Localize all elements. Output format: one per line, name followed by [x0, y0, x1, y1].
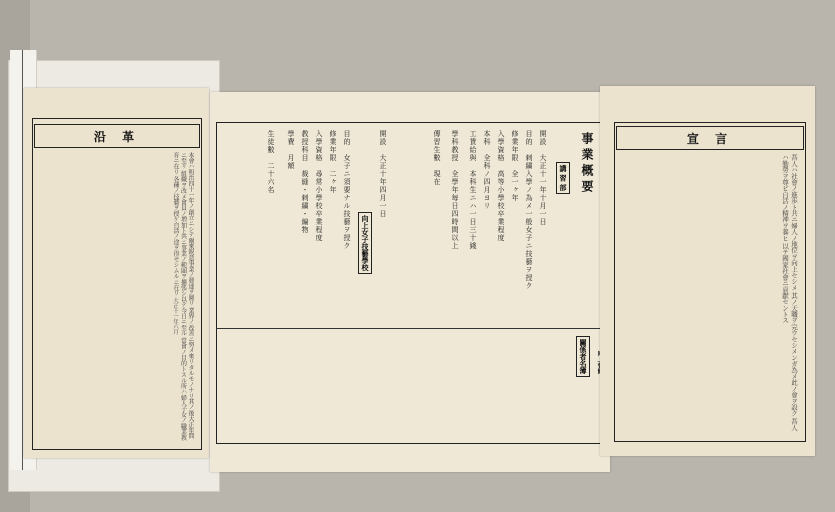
right-title-box [616, 126, 804, 150]
info-row: 生徒數 二十六名 [267, 130, 275, 194]
left-body-line: 組織ヲ改メ會員ノ増加ト共ニ事業ノ範圍ヲ擴張シ以テ今日ニ至ル [179, 170, 187, 337]
section-label: 講 習 部 [556, 162, 570, 194]
middle-page-title: 事業概要 [580, 132, 594, 196]
info-row: 學費 月額 [287, 130, 295, 170]
right-body-line: 以テ國家社會ニ貢獻セントス [781, 242, 789, 324]
members-heading: 關係者名簿 [576, 336, 590, 377]
info-row: 傳習生數 現在 [433, 130, 441, 186]
sub-section-label: 向上女子技藝學校 [358, 212, 372, 274]
left-body-line: 業界ノ改善ニ努メ來リタルモノナリ其ノ後大正年間ニ至リ [179, 152, 194, 439]
right-page [600, 86, 815, 456]
info-row: 開設 大正十一年十月一日 [539, 130, 547, 226]
left-page [24, 88, 209, 458]
info-row: 本科 全科ノ四月ヨリ [483, 130, 491, 210]
info-row: 學科教授 全學年毎日四時間以上 [451, 130, 459, 250]
members-list [220, 334, 560, 434]
info-row: 修業年限 全一ヶ年 [511, 130, 519, 202]
info-row: 教授科目 裁縫・刺繍・編物 [301, 130, 309, 234]
divider-line [216, 328, 602, 329]
info-row: 工賃給與 本科生ニハ一日三十錢 [469, 130, 477, 250]
info-row: 開設 大正十年四月一日 [379, 130, 387, 218]
info-row: 目的 刺繍入學ノ為メ一般女子ニ技藝ヲ授ク [525, 130, 533, 290]
left-title-box [34, 124, 200, 148]
middle-page [210, 92, 610, 472]
right-body-line: 吾人ハ社會ノ進歩ト共ニ婦人ノ地位ヲ向上セシメ [790, 154, 798, 291]
left-footnote: 大正十一年六月 [172, 297, 178, 335]
right-page-title: 宣 言 [686, 131, 734, 146]
left-body-line: 本會ハ明治四十一年ノ創立ニシテ爾來鋭意事業ノ發達ヲ圖リ [187, 152, 194, 306]
left-page-title: 沿 革 [93, 129, 141, 144]
left-body-line: 各種ノ技藝ヲ授ケ自活ノ途ヲ得セシムルニ在リ [172, 176, 179, 297]
info-row: 目的 女子ニ須要ナル技藝ヲ授ク [343, 130, 351, 250]
left-body-text [38, 152, 194, 442]
right-body-line: 吾人ハ勤勞ヲ尊ビ自活ノ精神ヲ養ヒ [781, 154, 798, 431]
right-body-line: 其ノ天職ヲ完ウセシメンガ為メ此ノ會ヲ設ク [790, 292, 798, 417]
right-body-text [620, 154, 798, 434]
info-row: 入學資格 高等小學校卒業程度 [497, 130, 505, 242]
left-body-line: 當會ノ目的トスル所ハ婦人子女ノ職業教育ニ在リ [172, 152, 187, 441]
info-row: 入學資格 尋常小學校卒業程度 [315, 130, 323, 242]
info-row: 修業年限 二ヶ年 [329, 130, 337, 194]
